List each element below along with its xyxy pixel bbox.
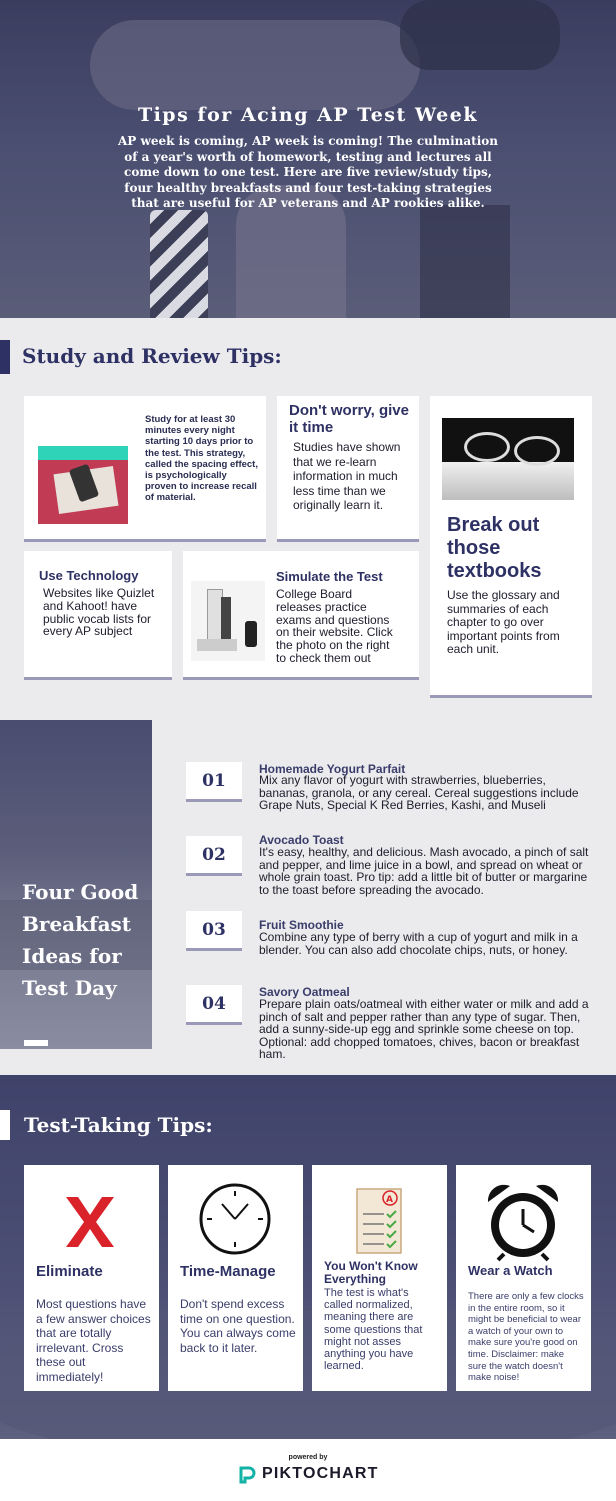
textbooks-title: Break out those textbooks (447, 514, 542, 582)
technology-title: Use Technology (39, 568, 139, 583)
simulate-title: Simulate the Test (276, 569, 383, 584)
breakfast-item-text: Mix any flavor of yogurt with strawberries, blueberries, bananas, granola, or any cereal. Cereal suggestions include Grape Nuts, Special K Red Berries, Kashi, and Museli (259, 773, 579, 813)
wear-watch-title: Wear a Watch (468, 1263, 553, 1278)
dont-worry-text: Studies have shown that we re-learn information in much less time than we originally learn it. (293, 440, 401, 512)
brand-name: PIKTOCHART (262, 1465, 379, 1482)
hero-photo-striped-cup (150, 210, 208, 318)
page-title: Tips for Acing AP Test Week (137, 104, 479, 126)
test-taking-title: Test-Taking Tips: (24, 1113, 213, 1137)
hero-photo-hands (90, 20, 420, 110)
title-underline (24, 1040, 48, 1046)
breakfast-number: 02 (186, 836, 242, 876)
breakfast-item-text: Combine any type of berry with a cup of yogurt and milk in a blender. You can also add chocolate chips, nuts, or honey. (259, 930, 578, 957)
study-section (0, 318, 616, 720)
footer (0, 1439, 616, 1501)
hero-photo-watch (400, 0, 560, 70)
know-everything-title: You Won't Know Everything (324, 1259, 418, 1286)
hero-banner (0, 0, 616, 318)
alarm-clock-icon (482, 1180, 564, 1262)
breakfast-item-text: It's easy, healthy, and delicious. Mash avocado, a pinch of salt and pepper, and lime juice in a bowl, and spread on wheat or whole grain toast. Pro tip: add a little bit of butter or margarine to the toast before spreading the avocado. (259, 845, 589, 897)
technology-card (24, 551, 172, 680)
breakfast-item-text: Prepare plain oats/oatmeal with either water or milk and add a pinch of salt and pepper rather than any type of sugar. Then, add a sunny-side-up egg and sprinkle some cheese on top. Optional: add chopped tomatoes, chives, bacon or breakfast ham. (259, 997, 589, 1062)
glasses-icon (464, 432, 510, 462)
simulate-text: College Board releases practice exams and questions on their website. Click the photo on the right to check them out (276, 587, 393, 665)
eliminate-title: Eliminate (36, 1263, 103, 1280)
section-marker (0, 340, 10, 374)
breakfast-number: 01 (186, 762, 242, 802)
spacing-text: Study for at least 30 minutes every night starting 10 days prior to the test. This strategy, called the spacing effect, is psychologically proven to increase recall of material. (145, 414, 258, 504)
hero-photo-pencils (420, 205, 510, 318)
dont-worry-title: Don't worry, give it time (289, 402, 409, 436)
know-everything-card (312, 1165, 447, 1391)
textbooks-text: Use the glossary and summaries of each chapter to go over important points from each unit. (447, 588, 560, 656)
breakfast-item-title: Homemade Yogurt Parfait (259, 762, 406, 776)
time-manage-text: Don't spend excess time on one question. You can always come back to it later. (180, 1297, 296, 1355)
svg-text:A: A (386, 1195, 393, 1205)
dont-worry-card (277, 396, 419, 542)
breakfast-number: 04 (186, 985, 242, 1025)
powered-by-label: powered by (288, 1454, 328, 1461)
clock-icon (198, 1182, 272, 1256)
eliminate-text: Most questions have a few answer choices that are totally irrelevant. Cross these out immediately! (36, 1297, 151, 1384)
textbooks-card (430, 396, 592, 698)
know-everything-text: The test is what's called normalized, meaning there are some questions that might not asses anything you have learned. (324, 1287, 423, 1373)
breakfast-section (0, 720, 616, 1075)
simulate-card (183, 551, 419, 680)
graded-test-icon (354, 1186, 404, 1256)
breakfast-title: Four Good Breakfast Ideas for Test Day (22, 880, 139, 1000)
breakfast-item-title: Savory Oatmeal (259, 985, 350, 999)
breakfast-item-title: Fruit Smoothie (259, 918, 344, 932)
spacing-card (24, 396, 266, 542)
breakfast-number: 03 (186, 911, 242, 951)
wear-watch-text: There are only a few clocks in the entire room, so it might be beneficial to wear a watch of your own to make sure you're good on time. Disclaimer: make sure the watch doesn't make noise! (468, 1291, 584, 1384)
glasses-on-book-photo (442, 418, 574, 500)
practice-exam-photo-link[interactable] (191, 581, 265, 661)
study-title: Study and Review Tips: (22, 344, 282, 368)
study-photo (38, 446, 128, 524)
breakfast-photo-panel (0, 720, 152, 1049)
technology-text: Websites like Quizlet and Kahoot! have public vocab lists for every AP subject (43, 586, 155, 639)
time-manage-card (168, 1165, 303, 1391)
section-marker (0, 1110, 10, 1140)
breakfast-item-title: Avocado Toast (259, 833, 344, 847)
x-mark-icon (62, 1193, 118, 1251)
wear-watch-card (456, 1165, 591, 1391)
eliminate-card (24, 1165, 159, 1391)
test-taking-section (0, 1075, 616, 1439)
piktochart-logo-icon (238, 1466, 256, 1484)
intro-text: AP week is coming, AP week is coming! The culmination of a year's worth of homework, testing and lectures all come down to one test. Here are five review/study tips, four healthy breakfasts and four test-taking strategies that are useful for AP veterans and AP rookies alike. (118, 134, 498, 210)
time-manage-title: Time-Manage (180, 1263, 276, 1280)
